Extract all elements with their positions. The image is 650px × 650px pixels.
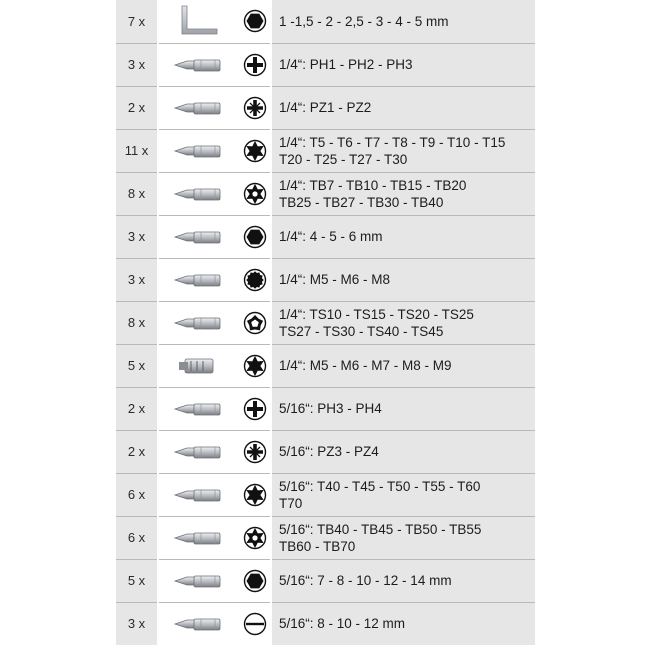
bit-set-table-body (116, 0, 535, 645)
bit-icon (171, 440, 227, 464)
description-cell (271, 602, 535, 645)
table-row (116, 344, 535, 387)
pozidriv-profile-icon (243, 440, 267, 464)
profile-symbol-cell (239, 430, 271, 473)
profile-symbol-cell (239, 473, 271, 516)
quantity-cell: 6 x (116, 516, 158, 559)
description-cell (271, 215, 535, 258)
quantity-cell: 8 x (116, 172, 158, 215)
bit-icon (171, 612, 227, 636)
description-line: 1/4“: M5 - M6 - M8 (279, 272, 391, 287)
quantity-cell: 3 x (116, 215, 158, 258)
description-line: 5/16“: 7 - 8 - 10 - 12 - 14 mm (279, 573, 452, 588)
hex-profile-icon (243, 225, 267, 249)
description-line: 5/16“: T40 - T45 - T50 - T55 - T60 (279, 478, 481, 494)
torx-profile-icon (243, 139, 267, 163)
description-line-2: TB25 - TB27 - TB30 - TB40 (279, 194, 444, 210)
profile-symbol-cell (239, 215, 271, 258)
bit-icon (171, 225, 227, 249)
bit-icon (171, 268, 227, 292)
description-line: 5/16“: TB40 - TB45 - TB50 - TB55 (279, 521, 482, 537)
description-line-2: T70 (279, 495, 303, 511)
description-cell (271, 559, 535, 602)
description-cell (271, 0, 535, 43)
quantity-cell: 2 x (116, 430, 158, 473)
quantity-cell: 3 x (116, 602, 158, 645)
table-row (116, 301, 535, 344)
table-row (116, 0, 535, 43)
description-cell (271, 344, 535, 387)
bit-icon (171, 483, 227, 507)
bit-image-cell (158, 43, 239, 86)
bit-icon (171, 311, 227, 335)
quantity-cell: 6 x (116, 473, 158, 516)
table-row (116, 258, 535, 301)
description-line: 1/4“: PZ1 - PZ2 (279, 100, 372, 115)
bit-icon (171, 139, 227, 163)
bit-image-cell (158, 387, 239, 430)
profile-symbol-cell (239, 559, 271, 602)
quantity-cell: 5 x (116, 344, 158, 387)
table-row (116, 602, 535, 645)
profile-symbol-cell (239, 344, 271, 387)
bit-image-cell (158, 215, 239, 258)
slotted-profile-icon (243, 612, 267, 636)
table-row (116, 473, 535, 516)
bit-image-cell (158, 602, 239, 645)
bit-image-cell (158, 0, 239, 43)
torx-tamper-profile-icon (243, 182, 267, 206)
description-cell (271, 172, 535, 215)
torx-profile-icon (243, 354, 267, 378)
table-row (116, 86, 535, 129)
bit-icon (171, 397, 227, 421)
bit-icon (171, 526, 227, 550)
description-line-2: T20 - T25 - T27 - T30 (279, 151, 408, 167)
description-cell (271, 387, 535, 430)
bit-image-cell (158, 172, 239, 215)
bit-set-table (116, 0, 535, 645)
torq-set-profile-icon (243, 311, 267, 335)
quantity-cell: 3 x (116, 43, 158, 86)
description-line: 1/4“: T5 - T6 - T7 - T8 - T9 - T10 - T15 (279, 134, 506, 150)
profile-symbol-cell (239, 43, 271, 86)
hex-key-icon (177, 3, 221, 39)
bit-image-cell (158, 129, 239, 172)
short-bit-icon (171, 354, 227, 378)
quantity-cell: 3 x (116, 258, 158, 301)
torx-tamper-profile-icon (243, 526, 267, 550)
table-row (116, 387, 535, 430)
profile-symbol-cell (239, 258, 271, 301)
bit-icon (171, 569, 227, 593)
phillips-profile-icon (243, 397, 267, 421)
description-line: 1/4“: 4 - 5 - 6 mm (279, 229, 383, 244)
profile-symbol-cell (239, 0, 271, 43)
description-cell (271, 43, 535, 86)
quantity-cell: 11 x (116, 129, 158, 172)
spline-profile-icon (243, 268, 267, 292)
description-cell (271, 86, 535, 129)
bit-icon (171, 96, 227, 120)
table-row (116, 430, 535, 473)
bit-image-cell (158, 301, 239, 344)
description-cell (271, 516, 535, 559)
table-row (116, 559, 535, 602)
hex-profile-icon (243, 9, 267, 33)
torx-profile-icon (243, 483, 267, 507)
description-line: 1 -1,5 - 2 - 2,5 - 3 - 4 - 5 mm (279, 13, 449, 29)
bit-image-cell (158, 559, 239, 602)
table-row (116, 43, 535, 86)
table-row (116, 172, 535, 215)
profile-symbol-cell (239, 129, 271, 172)
hex-profile-icon (243, 569, 267, 593)
profile-symbol-cell (239, 602, 271, 645)
table-row (116, 215, 535, 258)
description-line: 5/16“: PH3 - PH4 (279, 401, 382, 416)
table-row (116, 516, 535, 559)
description-line: 1/4“: TS10 - TS15 - TS20 - TS25 (279, 306, 474, 322)
quantity-cell: 8 x (116, 301, 158, 344)
description-line: 5/16“: 8 - 10 - 12 mm (279, 616, 406, 632)
profile-symbol-cell (239, 516, 271, 559)
profile-symbol-cell (239, 387, 271, 430)
bit-image-cell (158, 430, 239, 473)
description-cell (271, 258, 535, 301)
bit-image-cell (158, 258, 239, 301)
quantity-cell: 2 x (116, 86, 158, 129)
description-line-2: TS27 - TS30 - TS40 - TS45 (279, 323, 444, 339)
description-line-2: TB60 - TB70 (279, 538, 356, 554)
phillips-profile-icon (243, 53, 267, 77)
description-cell (271, 473, 535, 516)
bit-image-cell (158, 344, 239, 387)
description-line: 1/4“: PH1 - PH2 - PH3 (279, 57, 413, 72)
quantity-cell: 2 x (116, 387, 158, 430)
description-line: 5/16“: PZ3 - PZ4 (279, 444, 379, 459)
bit-icon (171, 53, 227, 77)
quantity-cell: 7 x (116, 0, 158, 43)
quantity-cell: 5 x (116, 559, 158, 602)
description-cell (271, 301, 535, 344)
bit-image-cell (158, 473, 239, 516)
description-cell (271, 430, 535, 473)
profile-symbol-cell (239, 86, 271, 129)
pozidriv-profile-icon (243, 96, 267, 120)
table-row (116, 129, 535, 172)
bit-icon (171, 182, 227, 206)
description-line: 1/4“: M5 - M6 - M7 - M8 - M9 (279, 358, 452, 373)
profile-symbol-cell (239, 172, 271, 215)
bit-image-cell (158, 516, 239, 559)
description-line: 1/4“: TB7 - TB10 - TB15 - TB20 (279, 177, 467, 193)
profile-symbol-cell (239, 301, 271, 344)
bit-image-cell (158, 86, 239, 129)
description-cell (271, 129, 535, 172)
